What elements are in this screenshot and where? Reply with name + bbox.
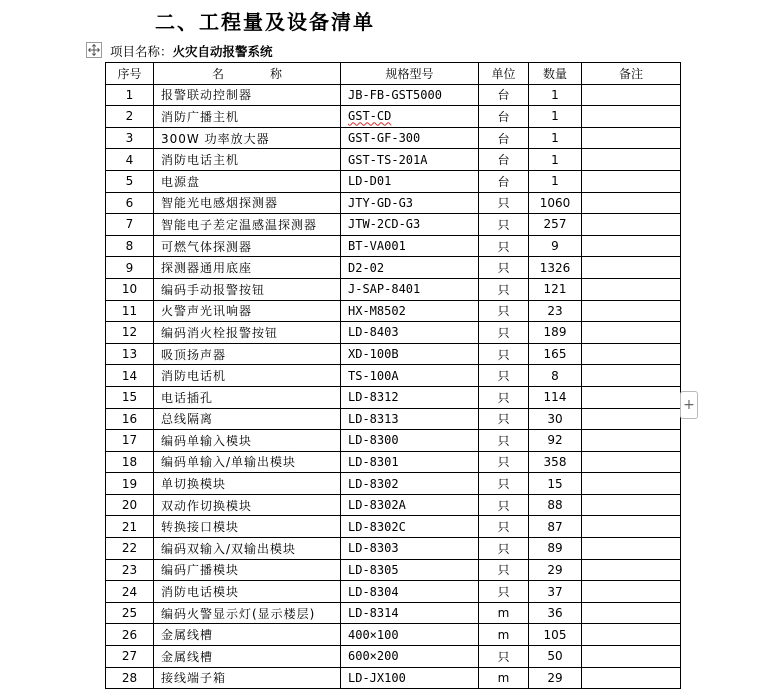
cell-name[interactable]: 消防电话主机: [154, 149, 341, 171]
cell-name[interactable]: 单切换模块: [154, 473, 341, 495]
header-name-a: 名: [211, 66, 224, 81]
table-row: [106, 451, 681, 473]
cell-qty[interactable]: 29: [529, 667, 582, 689]
cell-unit[interactable]: 只: [479, 300, 529, 322]
cell-no[interactable]: 25: [106, 602, 154, 624]
cell-no[interactable]: 19: [106, 473, 154, 495]
cell-model[interactable]: LD-8302C: [341, 516, 479, 538]
cell-name[interactable]: 探测器通用底座: [154, 257, 341, 279]
cell-unit[interactable]: m: [479, 624, 529, 646]
cell-model[interactable]: LD-8301: [341, 451, 479, 473]
cell-model[interactable]: TS-100A: [341, 365, 479, 387]
header-name: [154, 63, 341, 85]
page-heading: 二、工程量及设备清单: [155, 10, 375, 34]
cell-unit[interactable]: 台: [479, 106, 529, 128]
cell-unit[interactable]: 只: [479, 581, 529, 603]
cell-remark[interactable]: [582, 408, 681, 430]
cell-name[interactable]: 双动作切换模块: [154, 494, 341, 516]
cell-remark[interactable]: [582, 581, 681, 603]
cell-unit[interactable]: 台: [479, 127, 529, 149]
cell-model[interactable]: LD-8300: [341, 430, 479, 452]
table-row: [106, 278, 681, 300]
cell-no[interactable]: 5: [106, 170, 154, 192]
cell-remark[interactable]: [582, 322, 681, 344]
cell-no[interactable]: 3: [106, 127, 154, 149]
cell-name[interactable]: 智能光电感烟探测器: [154, 192, 341, 214]
cell-model[interactable]: LD-8302A: [341, 494, 479, 516]
cell-model[interactable]: HX-M8502: [341, 300, 479, 322]
cell-model[interactable]: LD-8403: [341, 322, 479, 344]
cell-unit[interactable]: 台: [479, 149, 529, 171]
cell-qty[interactable]: 88: [529, 494, 582, 516]
cell-no[interactable]: 14: [106, 365, 154, 387]
table-row: [106, 624, 681, 646]
cell-name[interactable]: 转换接口模块: [154, 516, 341, 538]
cell-remark[interactable]: [582, 386, 681, 408]
cell-model[interactable]: JTW-2CD-G3: [341, 214, 479, 236]
cell-unit[interactable]: 只: [479, 516, 529, 538]
header-remark: 备注: [582, 63, 681, 85]
cell-name[interactable]: 消防广播主机: [154, 106, 341, 128]
header-name-b: 称: [270, 66, 283, 81]
cell-name[interactable]: 金属线槽: [154, 624, 341, 646]
cell-name[interactable]: 编码单输入/单输出模块: [154, 451, 341, 473]
table-row: [106, 516, 681, 538]
table-row: [106, 667, 681, 689]
cell-model[interactable]: LD-8304: [341, 581, 479, 603]
cell-no[interactable]: 16: [106, 408, 154, 430]
cell-qty[interactable]: 1: [529, 170, 582, 192]
cell-remark[interactable]: [582, 516, 681, 538]
cell-model[interactable]: GST-GF-300: [341, 127, 479, 149]
table-row: [106, 192, 681, 214]
cell-no[interactable]: 17: [106, 430, 154, 452]
cell-no[interactable]: 24: [106, 581, 154, 603]
cell-qty[interactable]: 15: [529, 473, 582, 495]
cell-qty[interactable]: 358: [529, 451, 582, 473]
cell-remark[interactable]: [582, 430, 681, 452]
table-row: [106, 170, 681, 192]
cell-name[interactable]: 电话插孔: [154, 386, 341, 408]
cell-name[interactable]: 消防电话机: [154, 365, 341, 387]
cell-model[interactable]: JTY-GD-G3: [341, 192, 479, 214]
table-row: [106, 106, 681, 128]
cell-model[interactable]: 600×200: [341, 646, 479, 668]
cell-model[interactable]: J-SAP-8401: [341, 278, 479, 300]
cell-no[interactable]: 21: [106, 516, 154, 538]
cell-qty[interactable]: 30: [529, 408, 582, 430]
cell-no[interactable]: 23: [106, 559, 154, 581]
cell-name[interactable]: 编码广播模块: [154, 559, 341, 581]
table-row: [106, 430, 681, 452]
table-row: [106, 84, 681, 106]
cell-no[interactable]: 9: [106, 257, 154, 279]
equipment-table: [105, 62, 681, 689]
cell-unit[interactable]: 台: [479, 84, 529, 106]
move-cross-icon: [88, 44, 100, 56]
cell-name[interactable]: 可燃气体探测器: [154, 235, 341, 257]
cell-model[interactable]: GST-TS-201A: [341, 149, 479, 171]
cell-remark[interactable]: [582, 343, 681, 365]
cell-no[interactable]: 1: [106, 84, 154, 106]
cell-unit[interactable]: 只: [479, 278, 529, 300]
cell-model[interactable]: 400×100: [341, 624, 479, 646]
cell-name[interactable]: 智能电子差定温感温探测器: [154, 214, 341, 236]
cell-remark[interactable]: [582, 624, 681, 646]
cell-remark[interactable]: [582, 235, 681, 257]
cell-model[interactable]: [341, 106, 479, 128]
cell-unit[interactable]: 只: [479, 214, 529, 236]
cell-no[interactable]: 12: [106, 322, 154, 344]
cell-qty[interactable]: 50: [529, 646, 582, 668]
cell-qty[interactable]: 1: [529, 106, 582, 128]
table-row: [106, 149, 681, 171]
table-row: [106, 365, 681, 387]
cell-name[interactable]: 编码火警显示灯(显示楼层): [154, 602, 341, 624]
table-row: [106, 214, 681, 236]
cell-unit[interactable]: 台: [479, 170, 529, 192]
header-model: 规格型号: [341, 63, 479, 85]
cell-unit[interactable]: 只: [479, 473, 529, 495]
cell-remark[interactable]: [582, 559, 681, 581]
cell-no[interactable]: 18: [106, 451, 154, 473]
cell-model[interactable]: LD-8312: [341, 386, 479, 408]
cell-remark[interactable]: [582, 451, 681, 473]
cell-unit[interactable]: m: [479, 602, 529, 624]
cell-unit[interactable]: 只: [479, 559, 529, 581]
table-row: [106, 538, 681, 560]
cell-qty[interactable]: 92: [529, 430, 582, 452]
project-name: 火灾自动报警系统: [172, 44, 273, 59]
cell-remark[interactable]: [582, 214, 681, 236]
cell-no[interactable]: 4: [106, 149, 154, 171]
cell-model[interactable]: LD-8313: [341, 408, 479, 430]
cell-qty[interactable]: 36: [529, 602, 582, 624]
cell-qty[interactable]: 189: [529, 322, 582, 344]
cell-name[interactable]: 编码单输入模块: [154, 430, 341, 452]
cell-no[interactable]: 20: [106, 494, 154, 516]
cell-name[interactable]: 编码手动报警按钮: [154, 278, 341, 300]
cell-model[interactable]: LD-8302: [341, 473, 479, 495]
cell-remark[interactable]: [582, 646, 681, 668]
cell-name[interactable]: 编码双输入/双输出模块: [154, 538, 341, 560]
table-row: [106, 581, 681, 603]
cell-qty[interactable]: 1060: [529, 192, 582, 214]
cell-name[interactable]: 总线隔离: [154, 408, 341, 430]
table-row: [106, 602, 681, 624]
cell-qty[interactable]: 8: [529, 365, 582, 387]
table-move-handle[interactable]: [86, 42, 102, 58]
cell-model[interactable]: LD-8305: [341, 559, 479, 581]
cell-no[interactable]: 2: [106, 106, 154, 128]
project-label: 项目名称：: [110, 44, 173, 59]
table-row: [106, 408, 681, 430]
cell-name[interactable]: 火警声光讯响器: [154, 300, 341, 322]
cell-name[interactable]: 报警联动控制器: [154, 84, 341, 106]
cell-unit[interactable]: m: [479, 667, 529, 689]
table-row: [106, 343, 681, 365]
cell-qty[interactable]: 121: [529, 278, 582, 300]
cell-no[interactable]: 15: [106, 386, 154, 408]
cell-unit[interactable]: 只: [479, 257, 529, 279]
table-row: [106, 127, 681, 149]
cell-no[interactable]: 6: [106, 192, 154, 214]
cell-model[interactable]: LD-8314: [341, 602, 479, 624]
cell-qty[interactable]: 165: [529, 343, 582, 365]
cell-no[interactable]: 13: [106, 343, 154, 365]
cell-qty[interactable]: 1: [529, 84, 582, 106]
cell-remark[interactable]: [582, 192, 681, 214]
cell-model[interactable]: LD-JX100: [341, 667, 479, 689]
table-row: [106, 473, 681, 495]
cell-qty[interactable]: 257: [529, 214, 582, 236]
cell-model[interactable]: D2-02: [341, 257, 479, 279]
cell-name[interactable]: 金属线槽: [154, 646, 341, 668]
table-row: [106, 386, 681, 408]
table-row: [106, 300, 681, 322]
cell-model[interactable]: LD-D01: [341, 170, 479, 192]
cell-name[interactable]: 消防电话模块: [154, 581, 341, 603]
cell-name[interactable]: 300W 功率放大器: [154, 127, 341, 149]
cell-unit[interactable]: 只: [479, 192, 529, 214]
cell-no[interactable]: 7: [106, 214, 154, 236]
cell-no[interactable]: 22: [106, 538, 154, 560]
table-row: [106, 257, 681, 279]
cell-name[interactable]: 接线端子箱: [154, 667, 341, 689]
cell-remark[interactable]: [582, 106, 681, 128]
add-row-handle[interactable]: [680, 391, 698, 419]
cell-name[interactable]: 吸顶扬声器: [154, 343, 341, 365]
cell-name[interactable]: 编码消火栓报警按钮: [154, 322, 341, 344]
cell-remark[interactable]: [582, 127, 681, 149]
table-row: [106, 322, 681, 344]
header-unit: 单位: [479, 63, 529, 85]
plus-icon: +: [683, 397, 695, 413]
cell-no[interactable]: 8: [106, 235, 154, 257]
table-row: [106, 235, 681, 257]
cell-qty[interactable]: 114: [529, 386, 582, 408]
cell-unit[interactable]: 只: [479, 322, 529, 344]
cell-qty[interactable]: 37: [529, 581, 582, 603]
model-value: GST-CD: [348, 109, 392, 124]
cell-model[interactable]: JB-FB-GST5000: [341, 84, 479, 106]
cell-remark[interactable]: [582, 149, 681, 171]
cell-remark[interactable]: [582, 602, 681, 624]
cell-remark[interactable]: [582, 278, 681, 300]
cell-remark[interactable]: [582, 300, 681, 322]
cell-remark[interactable]: [582, 473, 681, 495]
cell-unit[interactable]: 只: [479, 538, 529, 560]
cell-remark[interactable]: [582, 84, 681, 106]
cell-no[interactable]: 26: [106, 624, 154, 646]
header-no: 序号: [106, 63, 154, 85]
cell-model[interactable]: BT-VA001: [341, 235, 479, 257]
cell-unit[interactable]: 只: [479, 451, 529, 473]
cell-unit[interactable]: 只: [479, 235, 529, 257]
cell-unit[interactable]: 只: [479, 365, 529, 387]
header-qty: 数量: [529, 63, 582, 85]
cell-qty[interactable]: 9: [529, 235, 582, 257]
cell-unit[interactable]: 只: [479, 386, 529, 408]
cell-qty[interactable]: 1: [529, 149, 582, 171]
cell-model[interactable]: LD-8303: [341, 538, 479, 560]
cell-no[interactable]: 10: [106, 278, 154, 300]
cell-qty[interactable]: 1: [529, 127, 582, 149]
cell-no[interactable]: 28: [106, 667, 154, 689]
cell-unit[interactable]: 只: [479, 646, 529, 668]
cell-unit[interactable]: 只: [479, 494, 529, 516]
cell-remark[interactable]: [582, 170, 681, 192]
cell-no[interactable]: 11: [106, 300, 154, 322]
cell-qty[interactable]: 87: [529, 516, 582, 538]
cell-unit[interactable]: 只: [479, 408, 529, 430]
cell-no[interactable]: 27: [106, 646, 154, 668]
cell-remark[interactable]: [582, 365, 681, 387]
cell-qty[interactable]: 23: [529, 300, 582, 322]
cell-unit[interactable]: 只: [479, 430, 529, 452]
cell-model[interactable]: XD-100B: [341, 343, 479, 365]
cell-remark[interactable]: [582, 538, 681, 560]
table-row: [106, 559, 681, 581]
cell-name[interactable]: 电源盘: [154, 170, 341, 192]
cell-qty[interactable]: 105: [529, 624, 582, 646]
cell-remark[interactable]: [582, 494, 681, 516]
table-header-row: [106, 63, 681, 85]
cell-qty[interactable]: 89: [529, 538, 582, 560]
project-line: [110, 42, 273, 60]
cell-qty[interactable]: 29: [529, 559, 582, 581]
cell-remark[interactable]: [582, 667, 681, 689]
table-row: [106, 494, 681, 516]
cell-unit[interactable]: 只: [479, 343, 529, 365]
cell-qty[interactable]: 1326: [529, 257, 582, 279]
table-row: [106, 646, 681, 668]
cell-remark[interactable]: [582, 257, 681, 279]
